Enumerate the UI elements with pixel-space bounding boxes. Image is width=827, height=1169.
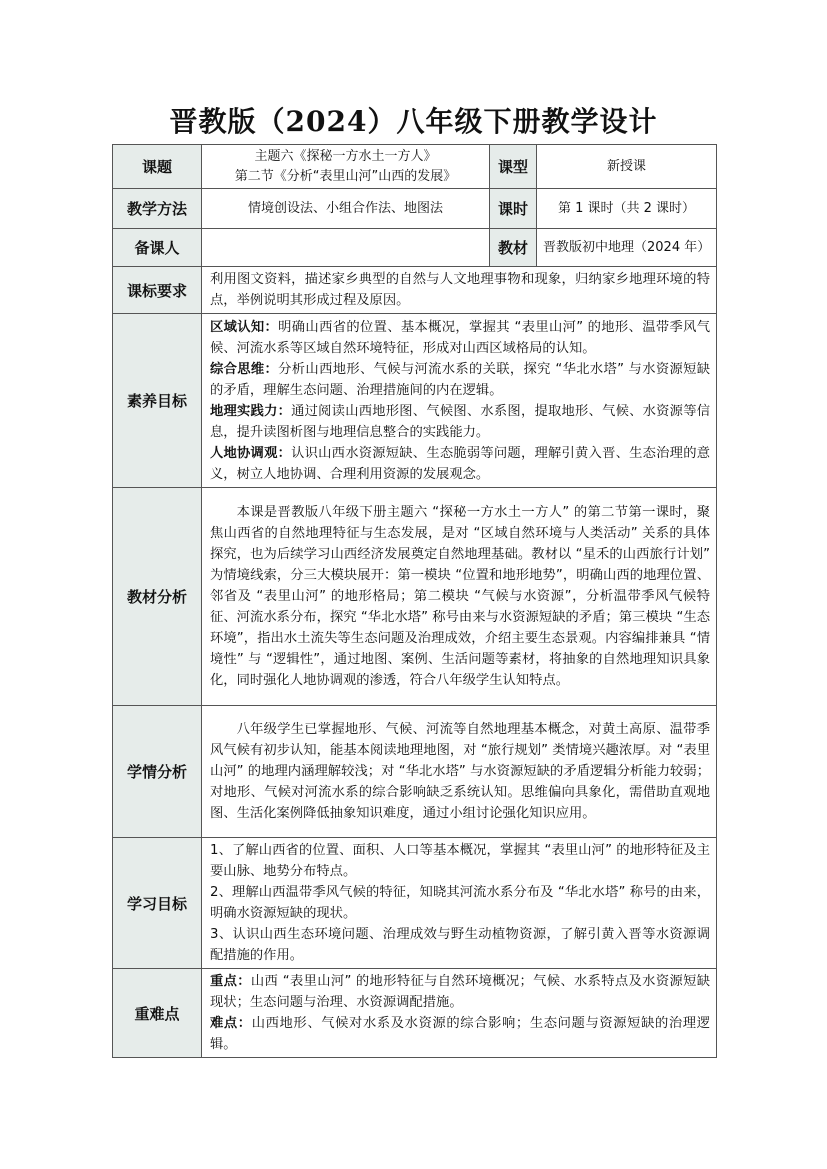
literacy-item-harmony (210, 443, 710, 485)
row-topic (113, 145, 717, 189)
row-literacy (113, 314, 717, 488)
difficult-point-head: 难点： (210, 1016, 252, 1031)
literacy-label: 素养目标 (113, 314, 202, 488)
key-point-text: 山西 “表里山河” 的地形特征与自然环境概况；气候、水系特点及水资源短缺现状；生态问题与治理、水资源调配措施。 (210, 974, 711, 1010)
topic-value (202, 145, 490, 189)
method-value: 情境创设法、小组合作法、地图法 (202, 189, 490, 229)
key-point-head: 重点： (210, 974, 251, 989)
textbook-value: 晋教版初中地理（2024 年） (537, 229, 717, 267)
row-analysis (113, 488, 717, 706)
literacy-item-text: 明确山西省的位置、基本概况，掌握其 “表里山河” 的地形、温带季风气候、河流水系等区域自然环境特征，形成对山西区域格局的认知。 (210, 319, 711, 356)
row-objectives (113, 838, 717, 969)
preparer-value (202, 229, 490, 267)
type-label: 课型 (490, 145, 537, 189)
type-value: 新授课 (537, 145, 717, 189)
hours-value: 第 1 课时（共 2 课时） (537, 189, 717, 229)
literacy-item-head: 区域认知： (210, 319, 279, 335)
literacy-item-text: 分析山西地形、气候与河流水系的关联，探究 “华北水塔” 与水资源短缺的矛盾，理解生态问题、治理措施间的内在逻辑。 (210, 361, 711, 398)
objectives-content (202, 838, 717, 969)
analysis-text: 本课是晋教版八年级下册主题六 “探秘一方水土一方人” 的第二节第一课时，聚焦山西省的自然地理特征与生态发展，是对 “区域自然环境与人类活动” 关系的具体探究，也为后续学习山西经济发展奠定自然地理基础。教材以 “星禾的山西旅行计划” 为情境线索，分三大模块展开：第一模块 “位置和地形地势”，明确山西的地理位置、邻省及 “表里山河” 的地形格局；第二模块 “气候与水资源”，分析温带季风气候特征、河流水系分布，探究 “华北水塔” 称号由来与水资源短缺的矛盾；第三模块 “生态环境”，指出水土流失等生态问题及治理成效，介绍主要生态景观。内容编排兼具 “情境性” 与 “逻辑性”，通过地图、案例、生活问题等素材，将抽象的自然地理知识具象化，同时强化人地协调观的渗透，符合八年级学生认知特点。 (202, 488, 717, 706)
difficult-point (210, 1013, 710, 1055)
topic-line-1: 主题六《探秘一方水土一方人》 (254, 148, 437, 164)
row-students (113, 706, 717, 838)
row-standard (113, 267, 717, 314)
topic-label: 课题 (113, 145, 202, 189)
literacy-item-head: 人地协调观： (210, 445, 292, 461)
key-points-label: 重难点 (113, 969, 202, 1058)
hours-label: 课时 (490, 189, 537, 229)
topic-line-2: 第二节《分析“表里山河”山西的发展》 (234, 168, 457, 184)
row-preparer (113, 229, 717, 267)
objective-item: 2、理解山西温带季风气候的特征，知晓其河流水系分布及 “华北水塔” 称号的由来，明确水资源短缺的现状。 (210, 885, 710, 921)
literacy-item-head: 综合思维： (210, 361, 279, 377)
row-key-points (113, 969, 717, 1058)
textbook-label: 教材 (490, 229, 537, 267)
literacy-content (202, 314, 717, 488)
key-point (210, 971, 710, 1013)
objective-item: 3、认识山西生态环境问题、治理成效与野生动植物资源，了解引黄入晋等水资源调配措施的作用。 (210, 927, 710, 963)
document-title: 晋教版（2024）八年级下册教学设计 (169, 105, 658, 138)
students-text: 八年级学生已掌握地形、气候、河流等自然地理基本概念，对黄土高原、温带季风气候有初步认知，能基本阅读地理地图，对 “旅行规划” 类情境兴趣浓厚。对 “表里山河” 的地理内涵理解较浅；对 “华北水塔” 与水资源短缺的矛盾逻辑分析能力较弱；对地形、气候对河流水系的综合影响缺乏系统认知。思维偏向具象化，需借助直观地图、生活化案例降低抽象知识难度，通过小组讨论强化知识应用。 (202, 706, 717, 838)
row-method (113, 189, 717, 229)
difficult-point-text: 山西地形、气候对水系及水资源的综合影响；生态问题与资源短缺的治理逻辑。 (210, 1016, 711, 1052)
objective-item: 1、了解山西省的位置、面积、人口等基本概况，掌握其 “表里山河” 的地形特征及主要山脉、地势分布特点。 (210, 843, 710, 879)
preparer-label: 备课人 (113, 229, 202, 267)
literacy-item-practice (210, 401, 710, 443)
key-points-content (202, 969, 717, 1058)
standard-text: 利用图文资料，描述家乡典型的自然与人文地理事物和现象，归纳家乡地理环境的特点，举例说明其形成过程及原因。 (202, 267, 717, 314)
literacy-item-text: 通过阅读山西地形图、气候图、水系图，提取地形、气候、水资源等信息，提升读图析图与地理信息整合的实践能力。 (210, 403, 711, 440)
lesson-design-table (112, 144, 717, 1058)
standard-label: 课标要求 (113, 267, 202, 314)
literacy-item-regional (210, 317, 710, 359)
method-label: 教学方法 (113, 189, 202, 229)
objectives-label: 学习目标 (113, 838, 202, 969)
literacy-item-head: 地理实践力： (210, 403, 292, 419)
literacy-item-text: 认识山西水资源短缺、生态脆弱等问题，理解引黄入晋、生态治理的意义，树立人地协调、合理利用资源的发展观念。 (210, 445, 711, 482)
students-label: 学情分析 (113, 706, 202, 838)
analysis-label: 教材分析 (113, 488, 202, 706)
literacy-item-synthesis (210, 359, 710, 401)
